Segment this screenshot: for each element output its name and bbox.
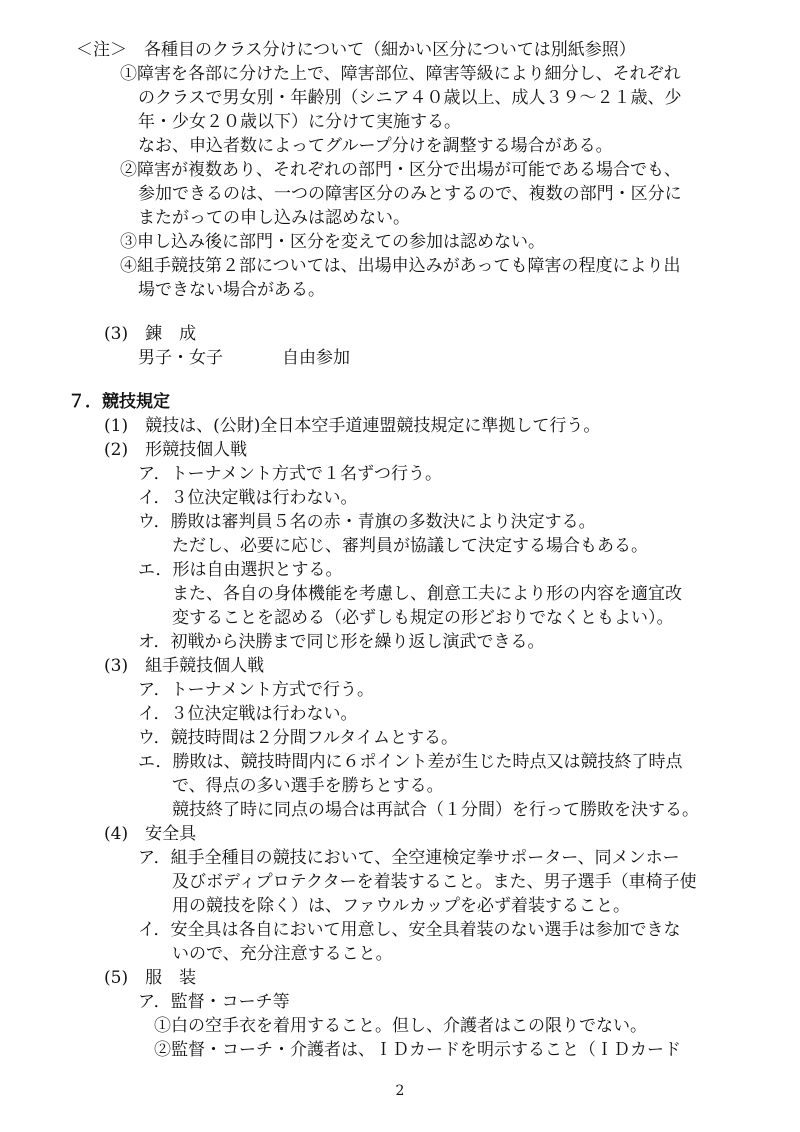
note-item-3-line-1: ③申し込み後に部門・区分を変えての参加は認めない。 — [120, 232, 545, 252]
section-7-4-heading: (4) 安全具 — [104, 824, 197, 844]
section-7-1: (1) 競技は、(公財)全日本空手道連盟競技規定に準拠して行う。 — [104, 416, 601, 436]
kata-item-u-line-1: ウ．勝敗は審判員５名の赤・青旗の多数決により決定する。 — [138, 512, 596, 532]
renren-category: 男子・女子 — [138, 348, 223, 368]
note-item-4-line-1: ④組手競技第２部については、出場申込みがあっても障害の程度により出 — [120, 256, 681, 276]
kumite-item-e-line-3: 競技終了時に同点の場合は再試合（１分間）を行って勝敗を決する。 — [172, 800, 699, 820]
kata-item-e-line-2: また、各自の身体機能を考慮し、創意工夫により形の内容を適宜改 — [172, 584, 682, 604]
kata-item-e-line-1: エ．形は自由選択とする。 — [138, 560, 343, 580]
kumite-item-u: ウ．競技時間は２分間フルタイムとする。 — [138, 728, 458, 748]
note-item-2-line-1: ②障害が複数あり、それぞれの部門・区分で出場が可能である場合でも、 — [120, 160, 681, 180]
section-7-3-heading: (3) 組手競技個人戦 — [104, 656, 265, 676]
renren-heading: (3) 錬 成 — [104, 324, 197, 344]
attire-sub-heading: ア．監督・コーチ等 — [138, 992, 290, 1012]
kumite-item-i: イ．３位決定戦は行わない。 — [138, 704, 358, 724]
note-item-2-line-3: またがっての申し込みは認めない。 — [138, 208, 410, 228]
attire-item-1: ①白の空手衣を着用すること。但し、介護者はこの限りでない。 — [154, 1016, 647, 1036]
kumite-item-e-line-1: エ．勝敗は、競技時間内に６ポイント差が生じた時点又は競技終了時点 — [138, 752, 683, 772]
note-item-1-line-2: のクラスで男女別・年齢別（シニア４０歳以上、成人３９～２１歳、少 — [138, 88, 682, 108]
safety-item-i-line-2: いので、充分注意すること。 — [172, 944, 393, 964]
kumite-item-a: ア．トーナメント方式で行う。 — [138, 680, 374, 700]
section-7-2-heading: (2) 形競技個人戦 — [104, 440, 248, 460]
note-item-2-line-2: 参加できるのは、一つの障害区分のみとするので、複数の部門・区分に — [138, 184, 682, 204]
attire-item-2: ②監督・コーチ・介護者は、ＩＤカードを明示すること（ＩＤカード — [154, 1040, 681, 1060]
safety-item-a-line-1: ア．組手全種目の競技において、全空連検定拳サポーター、同メンホー — [138, 848, 680, 868]
kata-item-e-line-3: 変することを認める（必ずしも規定の形どおりでなくともよい）。 — [172, 608, 674, 628]
note-item-4-line-2: 場できない場合がある。 — [138, 280, 325, 300]
kata-item-a: ア．トーナメント方式で１名ずつ行う。 — [138, 464, 442, 484]
kata-item-o: オ．初戦から決勝まで同じ形を繰り返し演武できる。 — [138, 632, 545, 652]
safety-item-a-line-2: 及びボディプロテクターを着装すること。また、男子選手（車椅子使 — [172, 872, 697, 892]
safety-item-i-line-1: イ．安全具は各自において用意し、安全具着装のない選手は参加できな — [138, 920, 681, 940]
renren-mode: 自由参加 — [282, 348, 350, 368]
page-number: 2 — [395, 1083, 405, 1099]
note-header: ＜注＞ 各種目のクラス分けについて（細かい区分については別紙参照） — [76, 40, 636, 60]
section-7-5-heading: (5) 服 装 — [104, 968, 197, 988]
note-item-1-line-1: ①障害を各部に分けた上で、障害部位、障害等級により細分し、それぞれ — [120, 64, 681, 84]
kata-item-i: イ．３位決定戦は行わない。 — [138, 488, 358, 508]
note-item-1-line-4: なお、申込者数によってグループ分けを調整する場合がある。 — [138, 136, 613, 156]
note-item-1-line-3: 年・少女２０歳以下）に分けて実施する。 — [138, 112, 461, 132]
section-7-title: ７．競技規定 — [68, 392, 170, 412]
kata-item-u-line-2: ただし、必要に応じ、審判員が協議して決定する場合もある。 — [172, 536, 648, 556]
safety-item-a-line-3: 用の競技を除く）は、ファウルカップを必ず着装すること。 — [172, 896, 630, 916]
kumite-item-e-line-2: で、得点の多い選手を勝ちとする。 — [172, 776, 444, 796]
